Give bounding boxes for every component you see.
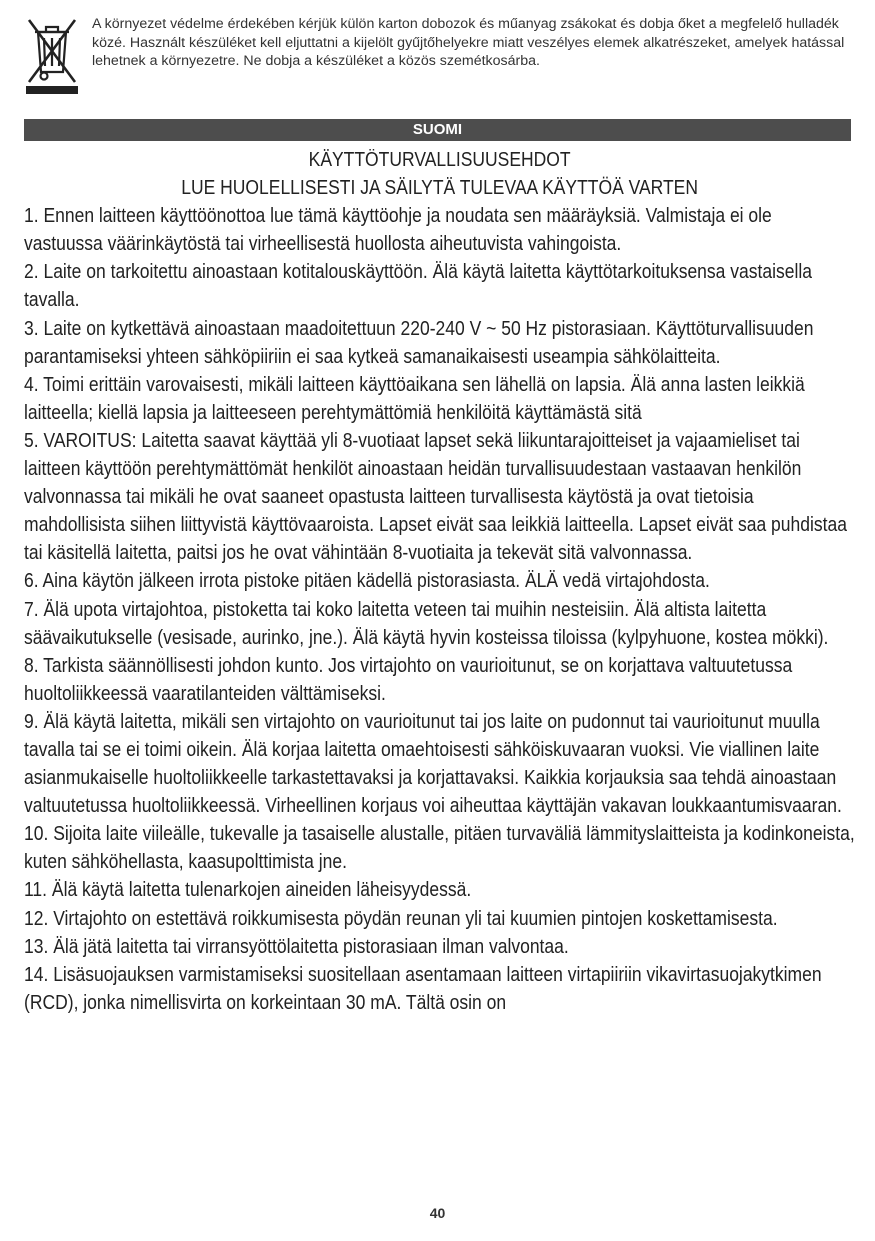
instruction-item: 1. Ennen laitteen käyttöönottoa lue tämä käyttöohje ja noudata sen määräyksiä. Valmistaja ei ole vastuussa väärinkäytöstä tai virheellisestä huollosta aiheutuvista vahingoista. [24, 205, 772, 256]
instruction-item: 9. Älä käytä laitetta, mikäli sen virtajohto on vaurioitunut tai jos laite on pudonnut tai vaurioitunut muulla tavalla tai se ei toimi oikein. Älä korjaa laitetta omaehtoisesti sähköiskuvaaran vuoksi. Vie viallinen laite asianmukaiselle huoltoliikkeelle tarkastettavaksi ja korjattavaksi. Kaikkia korjauksia saa tehdä ainoastaan valtuutetussa huoltoliikkeessä. Virheellinen korjaus voi aiheuttaa käyttäjän vakavan loukkaantumisvaaran. [24, 710, 842, 818]
instruction-item: 13. Älä jätä laitetta tai virransyöttölaitetta pistorasiaan ilman valvontaa. [24, 935, 569, 958]
safety-instructions [24, 146, 855, 1017]
instruction-item: 4. Toimi erittäin varovaisesti, mikäli laitteen käyttöaikana sen lähellä on lapsia. Älä anna lasten leikkiä laitteella; kiellä lapsia ja laitteeseen perehtymättömiä henkilöitä käyttämästä sitä [24, 373, 805, 424]
section-title: KÄYTTÖTURVALLISUUSEHDOT [308, 149, 571, 171]
instruction-item: 8. Tarkista säännöllisesti johdon kunto. Jos virtajohto on vaurioitunut, se on korjattava valtuutetussa huoltoliikkeessä vaaratilanteiden välttämiseksi. [24, 654, 793, 705]
instruction-item: 3. Laite on kytkettävä ainoastaan maadoitettuun 220-240 V ~ 50 Hz pistorasiaan. Käyttöturvallisuuden parantamiseksi yhteen sähköpiiriin ei saa kytkeä samanaikaisesti useampia sähkölaitteita. [24, 317, 814, 368]
instruction-item: 11. Älä käytä laitetta tulenarkojen aineiden läheisyydessä. [24, 879, 472, 902]
crossed-out-wheelie-bin-icon [24, 14, 80, 96]
instruction-item: 12. Virtajohto on estettävä roikkumisesta pöydän reunan yli tai kuumien pintojen koskettamisesta. [24, 907, 778, 930]
instruction-item: 6. Aina käytön jälkeen irrota pistoke pitäen kädellä pistorasiasta. ÄLÄ vedä virtajohdosta. [24, 570, 710, 593]
instruction-item: 2. Laite on tarkoitettu ainoastaan kotitalouskäyttöön. Älä käytä laitetta käyttötarkoituksensa vastaisella tavalla. [24, 261, 812, 312]
language-bar: SUOMI [24, 119, 851, 141]
instruction-item: 10. Sijoita laite viileälle, tukevalle ja tasaiselle alustalle, pitäen turvaväliä lämmityslaitteista ja kodinkoneista, kuten sähköhellasta, kaasupolttimista jne. [24, 823, 855, 874]
instruction-item: 5. VAROITUS: Laitetta saavat käyttää yli 8-vuotiaat lapset sekä liikuntarajoitteiset ja vajaamieliset tai laitteen käyttöön perehtymättömät henkilöt ainoastaan heidän turvallisuudestaan vastaavan henkilön valvonnassa tai mikäli he ovat saaneet opastusta laitteen turvallisesta käytöstä ja ovat tietoisia mahdollisista siihen liittyvistä käyttövaaroista. Lapset eivät saa leikkiä laitteella. Lapset eivät saa puhdistaa tai käsitellä laitetta, paitsi jos he ovat vähintään 8-vuotiaita ja tekevät sitä valvonnassa. [24, 429, 847, 565]
instruction-item: 14. Lisäsuojauksen varmistamiseksi suositellaan asentamaan laitteen virtapiiriin vikavirtasuojakytkimen (RCD), jonka nimellisvirta on korkeintaan 30 mA. Tältä osin on [24, 963, 822, 1014]
instruction-item: 7. Älä upota virtajohtoa, pistoketta tai koko laitetta veteen tai muihin nesteisiin. Älä altista laitetta säävaikutukselle (vesisade, aurinko, jne.). Älä käytä hyvin kosteissa tiloissa (kylpyhuone, kostea mökki). [24, 598, 829, 649]
section-subtitle: LUE HUOLELLISESTI JA SÄILYTÄ TULEVAA KÄYTTÖÄ VARTEN [181, 177, 698, 200]
disposal-notice: A környezet védelme érdekében kérjük külön karton dobozok és műanyag zsákokat és dobja őket a megfelelő hulladék közé. Használt készüléket kell eljuttatni a kijelölt gyűjtőhelyekre miatt veszélyes elemek alkatrészeket, amelyek hatással lehetnek a környezetre. Ne dobja a készüléket a közös szemétkosárba. [92, 16, 845, 70]
page-number: 40 [429, 1205, 446, 1221]
